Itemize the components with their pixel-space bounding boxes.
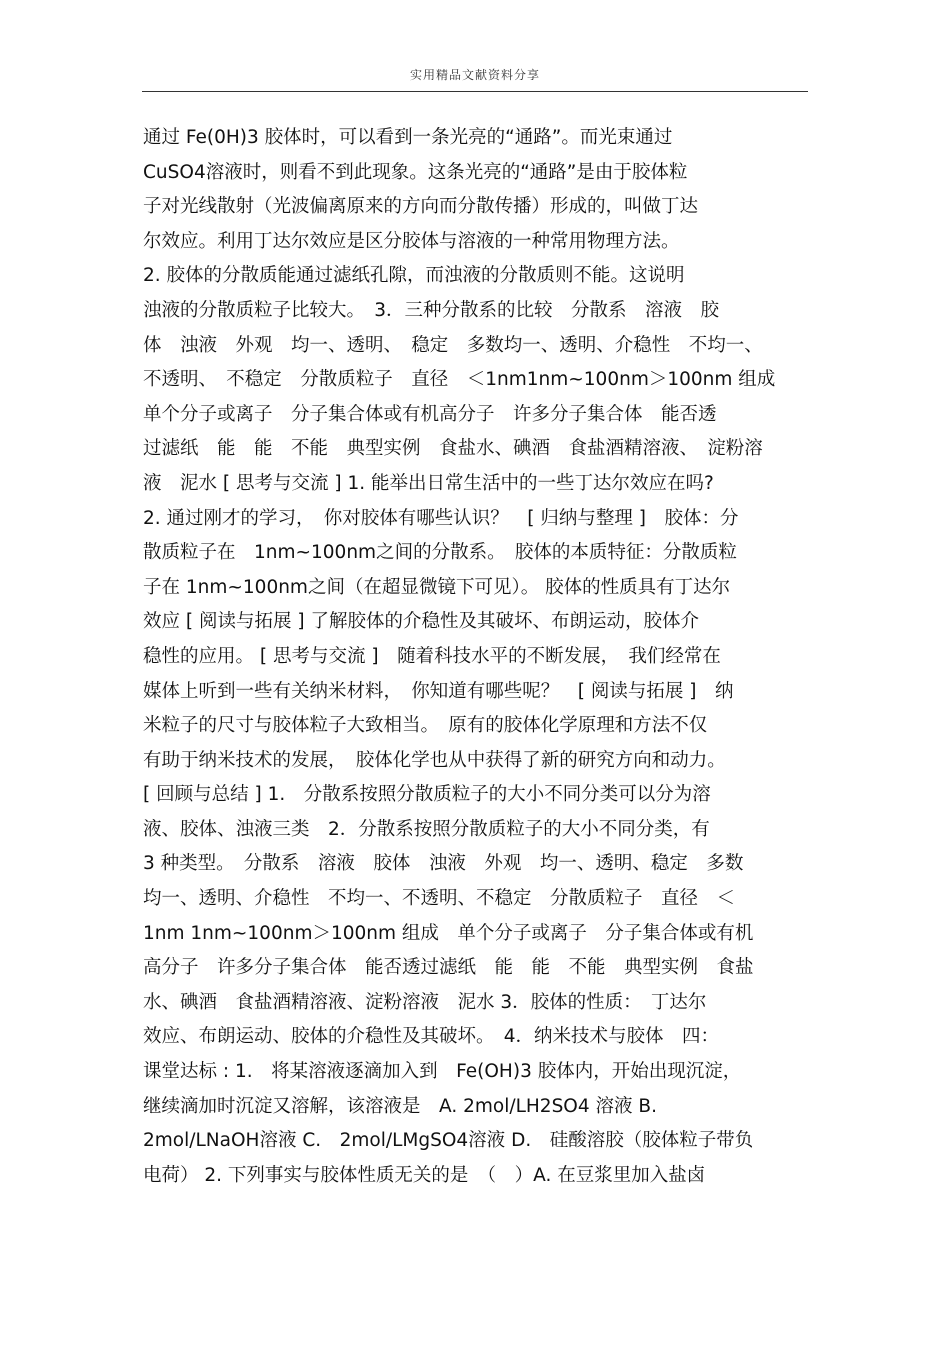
text-line: 课堂达标 : 1. 将某溶液逐滴加入到 Fe(OH)3 胶体内，开始出现沉淀， <box>143 1061 742 1083</box>
text-line: 媒体上听到一些有关纳米材料， 你知道有哪些呢？ [ 阅读与拓展 ] 纳 <box>143 680 734 702</box>
text-line: 继续滴加时沉淀又溶解，该溶液是 A. 2mol/LH2SO4 溶液 B. <box>143 1095 657 1117</box>
text-line: 单个分子或离子 分子集合体或有机高分子 许多分子集合体 能否透 <box>143 403 717 425</box>
text-line: 子对光线散射（光波偏离原来的方向而分散传播）形成的，叫做丁达 <box>143 196 699 218</box>
text-line: 液 泥水 [ 思考与交流 ] 1. 能举出日常生活中的一些丁达尔效应在吗? <box>143 472 714 494</box>
text-line: 体 浊液 外观 均一、透明、 稳定 多数均一、透明、介稳性 不均一、 <box>143 334 763 356</box>
text-line: 有助于纳米技术的发展， 胶体化学也从中获得了新的研究方向和动力。 <box>143 749 726 771</box>
text-line: 电荷） 2. 下列事实与胶体性质无关的是 （ ）A. 在豆浆里加入盐卤 <box>143 1164 706 1186</box>
text-line: 效应、布朗运动、胶体的介稳性及其破坏。 4．纳米技术与胶体 四： <box>143 1026 720 1048</box>
text-line: [ 回顾与总结 ] 1. 分散系按照分散质粒子的大小不同分类可以分为溶 <box>143 784 711 806</box>
text-line: 散质粒子在 1nm~100nm之间的分散系。 胶体的本质特征：分散质粒 <box>143 542 737 564</box>
page-header-title: 实用精品文献资料分享 <box>409 68 540 82</box>
text-line: 浊液的分散质粒子比较大。 3．三种分散系的比较 分散系 溶液 胶 <box>143 299 720 321</box>
header-divider <box>142 91 808 92</box>
text-line: 2mol/LNaOH溶液 C. 2mol/LMgSO4溶液 D. 硅酸溶胶（胶体粒子带负 <box>143 1130 754 1152</box>
text-line: 过滤纸 能 能 不能 典型实例 食盐水、碘酒 食盐酒精溶液、 淀粉溶 <box>143 438 763 460</box>
text-line: 米粒子的尺寸与胶体粒子大致相当。 原有的胶体化学原理和方法不仅 <box>143 715 708 737</box>
text-line: 不透明、 不稳定 分散质粒子 直径 ＜1nm1nm~100nm＞100nm 组成 <box>143 369 776 391</box>
text-line: 水、碘酒 食盐酒精溶液、淀粉溶液 泥水 3．胶体的性质： 丁达尔 <box>143 991 707 1013</box>
text-line: 稳性的应用。 [ 思考与交流 ] 随着科技水平的不断发展， 我们经常在 <box>143 645 721 667</box>
text-line: CuSO4溶液时，则看不到此现象。这条光亮的“通路”是由于胶体粒 <box>143 161 688 183</box>
text-line: 3 种类型。 分散系 溶液 胶体 浊液 外观 均一、透明、稳定 多数 <box>143 853 744 875</box>
text-line: 2. 通过刚才的学习， 你对胶体有哪些认识？ [ 归纳与整理 ] 胶体：分 <box>143 507 739 529</box>
document-body <box>143 121 813 1193</box>
text-line: 高分子 许多分子集合体 能否透过滤纸 能 能 不能 典型实例 食盐 <box>143 957 754 979</box>
text-line: 均一、透明、介稳性 不均一、不透明、不稳定 分散质粒子 直径 ＜ <box>143 888 736 910</box>
text-line: 2. 胶体的分散质能通过滤纸孔隙，而浊液的分散质则不能。这说明 <box>143 265 685 287</box>
text-line: 尔效应。利用丁达尔效应是区分胶体与溶液的一种常用物理方法。 <box>143 230 680 252</box>
text-line: 通过 Fe(0H)3 胶体时，可以看到一条光亮的“通路”。而光束通过 <box>143 127 673 148</box>
text-line: 1nm 1nm~100nm＞100nm 组成 单个分子或离子 分子集合体或有机 <box>143 922 754 944</box>
text-line: 效应 [ 阅读与拓展 ] 了解胶体的介稳性及其破坏、布朗运动，胶体介 <box>143 611 699 633</box>
text-line: 子在 1nm~100nm之间（在超显微镜下可见）。 胶体的性质具有丁达尔 <box>143 576 731 598</box>
text-line: 液、胶体、浊液三类 2．分散系按照分散质粒子的大小不同分类，有 <box>143 818 710 840</box>
